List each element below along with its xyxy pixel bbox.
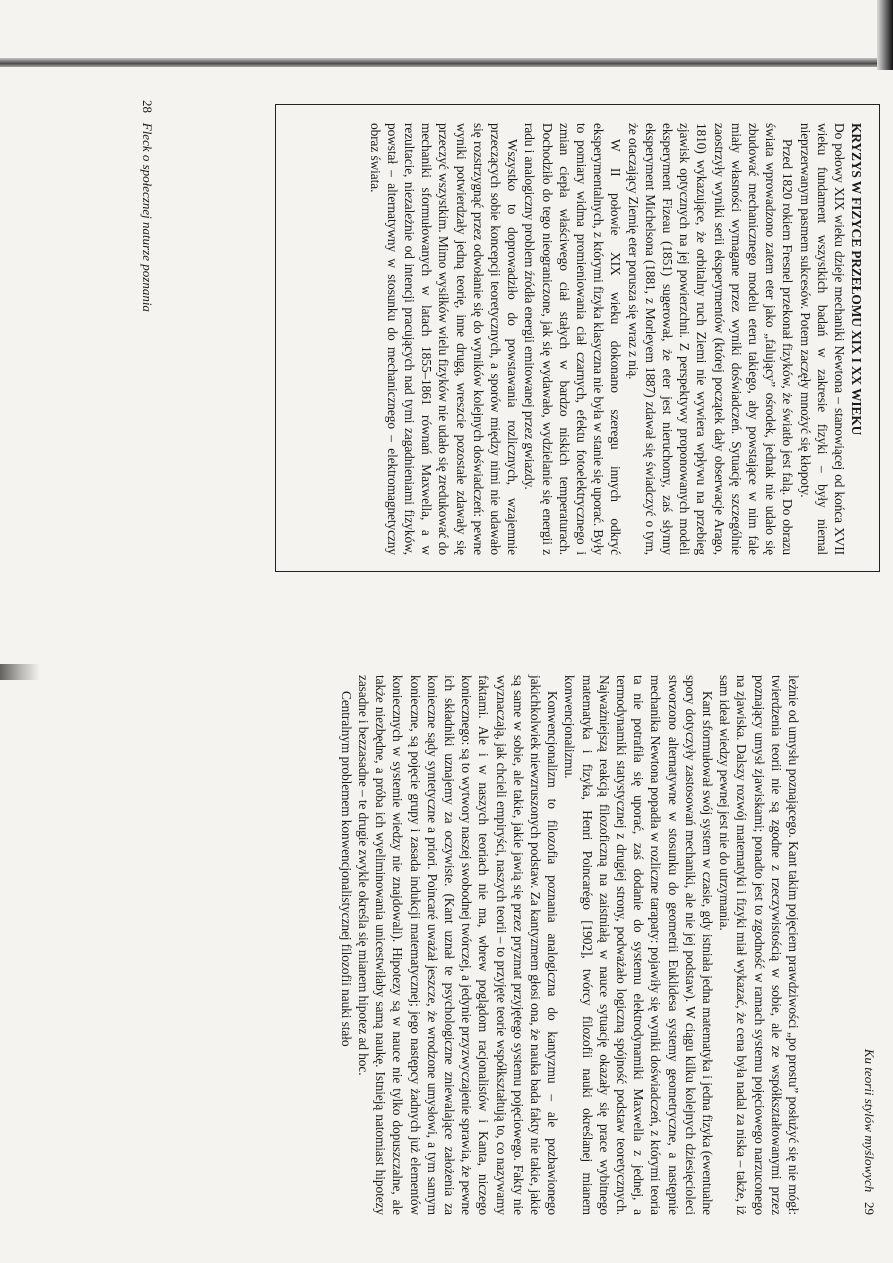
right-paragraph-3: Konwencjonalizm to filozofia poznania analogiczna do kantyzmu – ale pozbawionego jakichkolwiek niewzruszonych podstaw. Za kantyzmem głosi ona, że nauka bada fakty nie takie, jakie są same w sobie, ale takie, jakie jawią się przez pryzmat przyjętego systemu pojęciowego. Fakty nie wyznaczają, jak chcieli empiryści, naszych teorii – to przyjęte teorie współkształtują to, co nazywamy faktami. Ale i w naszych teoriach nie ma, wbrew poglądom racjonalistów i Kanta, niczego koniecznego: są to wytwory naszej swobodnej twórczej, a jedynie przyzwyczajenie sprawia, że pewne ich składniki uznajemy za oczywiste. (Kant uznał te psychologiczne zniewalające założenia za konieczne sądy syntetyczne a priori. Poincaré uważał jeszcze, że wrodzone umysłowi, a tym samym konieczne, są pojęcie grupy i zasada indukcji matematycznej; jego następcy żadnych już elementów koniecznych w systemie wiedzy nie znajdowali). Hipotezy są w nauce nie tylko dopuszczalne, ale także niezbędne, a próba ich wyeliminowania unicestwiłaby samą naukę. Istnieją natomiast hipotezy zasadne i bezzasadne – te drugie zwykle określa się mianem hipotez ad hoc. [355,675,561,1215]
left-page-number: 28 [140,100,155,113]
box-title: KRYZYS W FIZYCE PRZEŁOMU XIX I XX WIEKU [849,123,864,436]
left-running-title: Fleck o społecznej naturze poznania [140,122,155,312]
right-running-head [858,675,880,1215]
right-running-title: Ku teorii stylów myślowych [862,1048,877,1193]
right-page-number: 29 [862,1202,877,1215]
right-paragraph-1: leżnie od umysłu poznającego. Kant takim pojęciem prawdziwości „po prostu” posłużyć się nie mógł: twierdzenia teorii nie są zgodne z rzeczywistością w sobie, ale ze współkształtowanymi przez poznający umysł zjawiskami; ponadto jest to zgodność w ramach systemu pojęciowego narzuconego na zjawiska. Dalszy rozwój matematyki i fizyki miał wykazać, że cena była nadal za niska – także, iż sam ideał wiedzy pewnej jest nie do utrzymania. [717,675,801,1215]
left-running-head [136,100,158,600]
box-paragraph-3: W II połowie XIX wieku dokonano szeregu innych odkryć eksperymentalnych, z którymi fizyka klasyczna nie była w stanie się uporać. Były to pomiary widma promieniowania ciał czarnych, efektu fotoelektrycznego i zmian ciepła właściwego ciał stałych w bardzo niskich temperaturach. Dochodziło do tego nieograniczone, jak się wydawało, wydzielanie się energii z radu i analogiczny problem źródła energii emitowanej przez gwiazdy. [522,123,624,555]
scan-shadow-line [0,58,893,67]
right-page [110,675,880,1215]
scan-edge-mark [877,0,893,70]
box-paragraph-2: Przed 1820 rokiem Fresnel przekonał fizyków, że światło jest falą. Do obrazu świata wprowadzono zatem eter jako „falujący” ośrodek, jednak nie udało się zbudować mechanicznego modelu eteru takiego, aby powstające w nim fale miały własności wymagane przez wyniki doświadczeń. Sytuację szczególnie zaostrzyły wyniki serii eksperymentów (której początek dały obserwacje Arago, 1810) wykazujące, że orbitalny ruch Ziemi nie wywiera wpływu na przebieg zjawisk optycznych na jej powierzchni. Z perspektywy proponowanych modeli eksperyment Fizeau (1851) sugerował, że eter jest nieruchomy, zaś słynny eksperyment Michelsona (1881, z Morleyem 1887) zdawał się świadczyć o tym, że otaczający Ziemię eter porusza się wraz z nią. [625,123,796,555]
right-paragraph-4: Centralnym problemem konwencjonalistycznej filozofii nauki stało [338,691,354,1047]
left-page [130,100,880,600]
book-spine-mark [0,664,40,680]
box-paragraph-1: Do połowy XIX wieku dzieje mechaniki Newtona – stanowiącej od końca XVII wieku fundament wszystkich badań w zakresie fizyki – były niemal nieprzerwanym pasmem sukcesów. Potem zaczęły mnożyć się kłopoty. [797,123,847,555]
right-text-column [132,675,802,1215]
sidebar-box [275,104,880,572]
box-paragraph-4: Wszystko to doprowadziło do powstawania rozlicznych, wzajemnie przeczących sobie koncepcji teoretycznych, a sporów między nimi nie udawało się rozstrzygnąć przez odwołanie się do wyników kolejnych doświadczeń: pewne wyniki potwierdzały jedną teorię, inne drugą, wreszcie pozostałe zdawały się przeczyć wszystkim. Mimo wysiłków wielu fizyków nie udało się zredukować do mechaniki sformułowanych w latach 1855–1861 równań Maxwella, a w rezultacie, niezależnie od intencji pracujących nad tymi zagadnieniami fizyków, powstał – alternatywny w stosunku do mechanicznego – elektromagnetyczny obraz świata. [367,123,521,555]
right-paragraph-2: Kant sformułował swój system w czasie, gdy istniała jedna matematyka i jedna fizyka (ewentualne spory dotyczyły zastosowań mechaniki, ale nie jej podstaw). W ciągu kilku kolejnych dziesięcioleci stworzono alternatywne w stosunku do geometrii Euklidesa systemy geometryczne, a następnie mechanika Newtona popadła w rozliczne tarapaty: pojawiły się wyniki doświadczeń, z którymi teoria ta nie potrafiła się uporać, zaś dodanie do systemu elektrodynamiki Maxwella z jednej, a termodynamiki statystycznej z drugiej strony, podważało logiczną spójność podstaw teoretycznych. Najważniejszą reakcją filozoficzną na zaistniałą w nauce sytuację okazały się prace wybitnego matematyka i fizyka, Henri Poincarégo [1902], twórcy filozofii nauki określanej mianem konwencjonalizmu. [562,675,715,1215]
